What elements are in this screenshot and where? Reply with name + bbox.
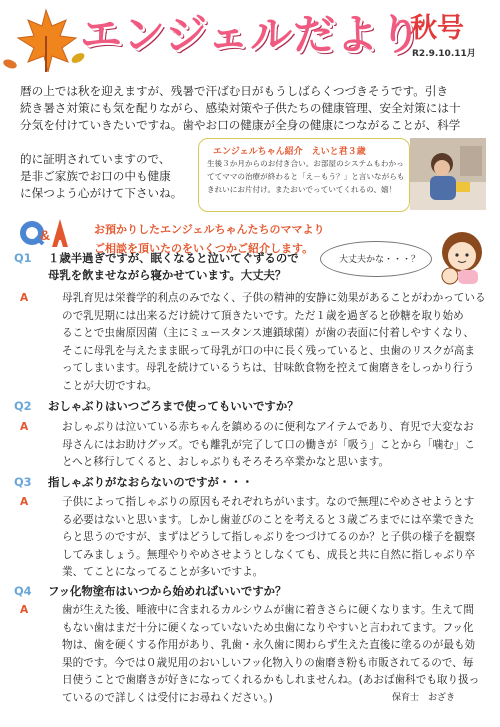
answer-line: 歯が生えた後、唾液中に含まれるカルシウムが歯に着きさらに硬くなります。生えて間 — [62, 604, 474, 616]
newsletter-title: エンジェルだより — [80, 10, 423, 59]
question-3 — [14, 474, 253, 491]
answer-line: してみましょう。無理やりやめさせようとしなくても、成長と共に自然に指しゃぶり卒 — [62, 548, 476, 561]
question-4 — [14, 583, 286, 600]
child-photo — [410, 138, 486, 210]
question-text: 指しゃぶりがなおらないのですが・・・ — [48, 475, 254, 489]
answer-line: 果的です。今では０歳児用のおいしいフッ化物入りの歯磨き粉も市販されてるので、毎 — [62, 656, 474, 669]
speech-bubble-text: 大丈夫かな・・・？ — [339, 255, 421, 265]
angel-intro-box — [198, 138, 410, 212]
question-text: フッ化物塗布はいつから始めればいいですか？ — [48, 584, 287, 598]
answer-mark: A — [20, 496, 29, 508]
answer-text — [62, 419, 492, 472]
answer-line: おしゃぶりは泣いている赤ちゃんを鎮めるのに便利なアイテムであり、育児で大変なお — [62, 421, 474, 433]
question-number: Q3 — [14, 475, 32, 489]
qa-logo-icon — [18, 213, 72, 253]
answer-line: 母さんにはお助けグッズ。でも離乳が完了して口の働きが「吸う」ことから「噛む」こ — [62, 438, 475, 451]
answer-line: 業、てことになってることが多いですよ。 — [62, 566, 264, 578]
angel-intro-text — [207, 157, 405, 196]
intro-text-continued — [20, 151, 200, 202]
answer-line: ってしまいます。母乳を続けているうちは、甘味飲食物を控えて歯磨きをしっかり行う — [62, 362, 475, 374]
angel-intro-line: 生後３か月からのお付き合い。お部屋のシステムもわかっ — [207, 159, 404, 168]
answer-line: 物は、歯を硬くする作用があり、乳歯・永久歯に関わらず生えた直後に塗るのが最も効 — [62, 639, 476, 651]
answer-line: ることで虫歯原因菌（主にミュースタンス連鎖球菌）が歯の表面に付着しやすくなり、 — [62, 327, 475, 339]
answer-line: とへと移行してくると、おしゃぶりもそろそろ卒業かなと思います。 — [62, 456, 390, 468]
intro-line: 是非ご家族でお口の中も健康 — [20, 169, 171, 183]
answer-mark: A — [20, 421, 29, 433]
answer-line: らと思うのですが、まずはどうして指しゃぶりをつづけてるのか？と子供の様子を観察 — [62, 531, 476, 543]
angel-intro-title: エンジェルちゃん紹介 えいと君３歳 — [213, 147, 366, 157]
answer-line: 母乳育児は栄養学的利点のみでなく、子供の精神的安静に効果があることがわかっている — [62, 292, 486, 304]
question-2 — [14, 398, 299, 415]
angel-intro-line: ててママの治療が終わると「え－もう？」と言いながらも — [207, 172, 405, 181]
intro-line: 暦の上では秋を迎えますが、残暑で汗ばむ日がもうしばらくつづきそうです。引き — [20, 84, 449, 98]
answer-line: そこに母乳を与えたまま眠って母乳が口の中に長く残っていると、虫歯のリスクが高ま — [62, 344, 475, 357]
speech-bubble — [320, 241, 432, 277]
season-label: 秋号 — [410, 13, 464, 44]
question-text: おしゃぶりはいつごろまで使ってもいいですか？ — [48, 399, 299, 413]
question-number: Q1 — [14, 251, 32, 265]
answer-line: もない歯はまだ十分に硬くなっていないため虫歯になりやすいと言われてます。フッ化 — [62, 621, 474, 634]
intro-text — [20, 83, 482, 134]
intro-line: に保つよう心がけて下さいね。 — [20, 186, 183, 200]
answer-2 — [14, 419, 492, 472]
answer-1 — [14, 290, 492, 395]
answer-text — [62, 494, 492, 582]
qa-intro-line: ご相談を頂いたのをいくつかご紹介します。 — [94, 242, 314, 255]
angel-intro-line: きれいにお片付け。またおいでっていてくれるの、嬉！ — [207, 185, 397, 194]
intro-line: 続き暑さ対策にも気を配りながら、感染対策や子供たちの健康管理、安全対策には十 — [20, 101, 461, 115]
answer-mark: A — [20, 292, 29, 304]
mother-child-illustration-icon — [428, 228, 488, 286]
question-number: Q4 — [14, 584, 32, 598]
qa-logo-text: & — [40, 227, 51, 243]
intro-line: 的に証明されていますので、 — [20, 152, 171, 166]
question-text: 母乳を飲ませながら寝かせています。大丈夫？ — [48, 268, 287, 282]
issue-date: R2.9.10.11月 — [412, 49, 476, 59]
answer-mark: A — [20, 604, 29, 616]
answer-line: 子供によって指しゃぶりの原因もそれぞれちがいます。なので無理にやめさせようとす — [62, 496, 475, 508]
question-1 — [14, 250, 299, 284]
maple-leaf-icon — [10, 6, 82, 78]
answer-line: ので乳児期には出来るだけ続けて頂きたいです。ただ１歳を過ぎると砂糖を取り始め — [62, 309, 464, 322]
signature: 保育士 おざき — [392, 693, 456, 703]
answer-text — [62, 290, 492, 395]
question-text: １歳半過ぎですが、眠くなると泣いてぐずるので — [48, 251, 299, 265]
answer-line: ているので詳しくは受付にお尋ねください。) — [62, 691, 273, 704]
child-photo-image — [410, 138, 486, 210]
answer-3 — [14, 494, 492, 582]
qa-intro-line: お預かりしたエンジェルちゃんたちのママより — [94, 223, 325, 236]
answer-line: る必要はないと思います。しかし歯並びのことを考えると３歳ごろまでには卒業できた — [62, 513, 475, 526]
small-leaf-icon — [2, 56, 18, 72]
answer-line: ことが大切ですね。 — [62, 379, 158, 392]
question-number: Q2 — [14, 399, 32, 413]
intro-line: 分気を付けていきたいですね。歯やお口の健康が全身の健康につながることが、科学 — [20, 118, 461, 132]
answer-line: 日使うことで歯磨きが好きになってくれるかもしれませんね。(あおば歯科でも取り扱っ — [62, 674, 480, 686]
